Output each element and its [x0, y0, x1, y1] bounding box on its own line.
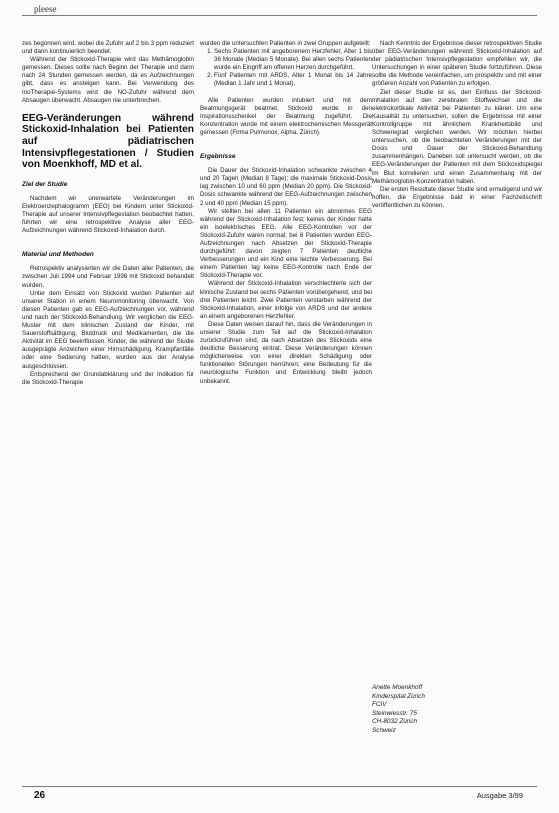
paragraph: Nachdem wir unerwartete Veränderungen im Elektroenzephalogramm (EEG) bei Kindern unter Stickoxid-Therapie auf unserer Intensivpflegestation beobachtet hatten, führten wir eine retrospektive Analyse aller EEG-Aufzeichnungen während Stickoxid-Inhalation durch. [22, 194, 194, 235]
author-address [372, 684, 532, 736]
section-heading-results: Ergebnisse [200, 153, 236, 161]
patient-group-list [200, 48, 372, 88]
paragraph: Diese Daten weisen darauf hin, dass die Veränderungen in unserer Studie zum Teil auf die Stickoxid-Inhalation zurückzuführen sind, da nach Absetzen des Stickoxids eine deutliche Besserung eintrat. Diese Veränderungen können möglicherweise von einer direkten Schädigung oder funktionellen Störungen herrühren; eine Bedeutung für die neurologische Funktion und Entwicklung bleibt jedoch unbekannt. [200, 320, 372, 385]
article-title: EEG-Veränderungen während Stickoxid-Inhalation bei Patienten auf pädiatrischen Intensivpflegestationen / Studien von Moenkhoff, MD et al. [22, 112, 194, 171]
issue-label: Ausgabe 3/99 [476, 791, 523, 800]
address-line: Schweiz [372, 726, 396, 734]
paragraph: Die Dauer der Stickoxid-Inhalation schwankte zwischen 4 und 20 Tagen (Median 8 Tage); die maximale Stickoxid-Dosis lag zwischen 10 und 60 ppm (Median 20 ppm). Die Stickoxid-Dosis schwankte während der EEG-Aufzeichnungen zwischen 2 und 40 ppm (Median 15 ppm). [200, 167, 372, 207]
section-heading-study: Ziel der Studie [22, 180, 68, 188]
column-3 [372, 40, 542, 670]
paragraph: zes begonnen wird, wobei die Zufuhr auf 2 bis 3 ppm reduziert und dann kontinuierlich beendet. [22, 40, 194, 56]
paragraph: Während der Stickoxid-Therapie wird das Methämoglobin gemessen. Dieses sollte nach Beginn der Therapie und dann nach 24 Stunden gemessen werden, da es Aufzeichnungen gibt, dass es ansteigen kann. Bei Verwendung des InoTherapie-Systems wird die NO-Zufuhr während dem Absaugen überwacht. Absaugen nie unterbrechen. [22, 56, 194, 104]
paragraph: Entsprechend der Grundabklärung und der Indikation für die Stickoxid-Therapie [22, 370, 194, 386]
list-item: 2. Fünf Patienten mit ARDS, Alter 1 Monat bis 14 Jahre (Median 1 Jahr und 1 Monat). [214, 72, 372, 88]
address-line: Anette Moenkhoff [372, 684, 423, 691]
paragraph: Alle Patienten wurden intubiert und mit dem Beatmungsgerät beatmet. Stickoxid wurde in den Inspirationsschenkel der Beatmung zugeführt. Die Konzentration wurde mit einem elektrochemischen Messgerät gemessen (Firma Pulmonox, Alpha, Zürich). [200, 96, 372, 136]
paragraph: Unter dem Einsatz von Stickoxid wurden Patienten auf unserer Station in einem Neuromonitoring überwacht. Von diesen Patienten gab es EEG-Aufzeichnungen vor, während und nach der Stickoxid-Behandlung. Wir verglichen die EEG-Muster mit dem klinischen Zustand der Kinder, mit Sauerstoffsättigung, Blutdruck und Medikamenten, die die Aktivität im EEG beeinflussen. Kinder, die während der Studie ausgeprägte Anzeichen einer Hirnschädigung, Krampfanfälle oder eine Sedierung hatten, wurden aus der Analyse ausgeschlossen. [22, 289, 194, 370]
address-line: CH-8032 Zürich [372, 718, 418, 726]
paragraph: Nach Kenntnis der Ergebnisse dieser retrospektiven Studie über EEG-Veränderungen während Stickoxid-Inhalation auf der pädiatrischen Intensivpflegestation empfehlen wir, die Untersuchungen in einer späteren Studie fortzuführen. Diese sollte die Methode vereinfachen, um prospektiv und mit einer größeren Anzahl von Patienten zu erfolgen. [372, 40, 542, 88]
running-header: pleese [34, 4, 57, 14]
column-2 [200, 40, 372, 770]
paragraph: Retrospektiv analysierten wir die Daten aller Patienten, die zwischen Juli 1994 und Februar 1998 mit Stickoxid behandelt wurden. [22, 265, 194, 289]
column-1 [22, 40, 194, 770]
page-number: 26 [34, 790, 46, 801]
section-heading-material: Material und Methoden [22, 251, 94, 259]
address-line: Steinwiesstr. 75 [372, 709, 417, 717]
paragraph: Ziel dieser Studie ist es, den Einfluss der Stickoxid-Inhalation auf den zerebralen Stoffwechsel und die elektrokortikale Aktivität bei Patienten zu klären. Um eine Kausalität zu untersuchen, sollen die Ergebnisse mit einer Kontrollgruppe mit ähnlichem Krankheitsbild und Schweregrad verglichen werden. Wir möchten hierbei untersuchen, ob die beobachteten Veränderungen mit der Dosis und Dauer der Stickoxid-Behandlung zusammenhängen. Daneben soll untersucht werden, ob die EEG-Veränderungen der Patienten mit dem Stickoxidspiegel im Blut korrelieren und einen Zusammenhang mit der Methämoglobin-Konzentration haben. [372, 88, 542, 185]
paragraph: wurden die untersuchten Patienten in zwei Gruppen aufgeteilt: [200, 40, 371, 47]
paragraph: Wir stellten bei allen 11 Patienten ein abnormes EEG während der Stickoxid-Inhalation fest; keines der Kinder hatte ein isoelektrisches EEG. Alle EEG-Kontrollen vor der Stickoxid-Zufuhr waren normal; bei 8 Patienten wurden EEG-Aufzeichnungen nach Absetzen der Stickoxid-Therapie durchgeführt: davon zeigten 7 Patienten deutliche Verbesserungen und ein Kind eine leichte Verbesserung. Bei einem Patienten lag keine EEG-Kontrolle nach Ende der Stickoxid-Therapie vor. [200, 207, 372, 280]
list-item: 1. Sechs Patienten mit angeborenem Herzfehler, Alter 1 bis 36 Monate (Median 5 Monate). Bei allen sechs Patienten wurde ein Eingriff am offenen Herzen durchgeführt. [214, 48, 372, 72]
footer-rule [22, 786, 537, 787]
paragraph: Die ersten Resultate dieser Studie sind ermutigend und wir hoffen, die Ergebnisse bald in einer Fachzeitschrift veröffentlichen zu können. [372, 185, 542, 209]
header-rule [22, 15, 537, 16]
address-line: Kinderspital Zürich [372, 692, 425, 700]
paragraph: Während der Stickoxid-Inhalation verschlechterte sich der klinische Zustand bei sechs Patienten vorübergehend, und bei drei Patienten leicht. Zwei Patienten verstarben während der Stickoxid-Inhalation, einer infolge von ARDS und der andere an einem angeborenen Herzfehler. [200, 280, 372, 320]
address-line: FCIV [372, 701, 387, 709]
